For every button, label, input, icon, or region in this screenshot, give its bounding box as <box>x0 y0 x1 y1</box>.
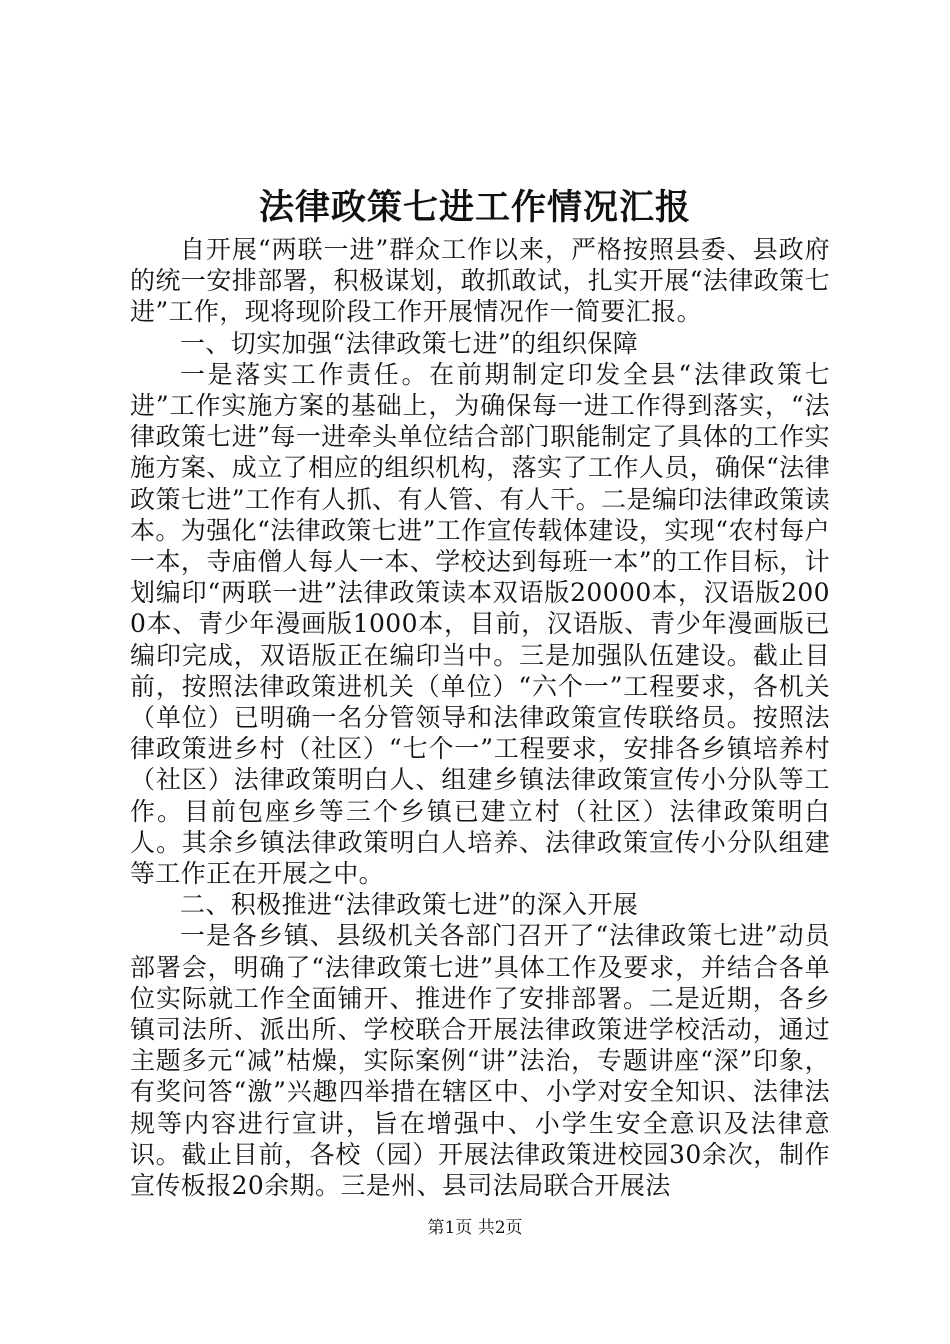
section-heading-1: 一、切实加强“法律政策七进”的组织保障 <box>180 328 639 358</box>
document-body <box>130 234 830 1201</box>
section-1-paragraph: 一是落实工作责任。在前期制定印发全县“法律政策七进”工作实施方案的基础上，为确保每一进工作得到落实，“法律政策七进”每一进牵头单位结合部门职能制定了具体的工作实施方案、成立了相应的组织机构，落实了工作人员，确保“法律政策七进”工作有人抓、有人管、有人干。二是编印法律政策读本。为强化“法律政策七进”工作宣传载体建设，实现“农村每户一本，寺庙僧人每人一本、学校达到每班一本”的工作目标，计划编印“两联一进”法律政策读本双语版20000本，汉语版2000本、青少年漫画版1000本，目前，汉语版、青少年漫画版已编印完成，双语版正在编印当中。三是加强队伍建设。截止目前，按照法律政策进机关（单位）“六个一”工程要求，各机关（单位）已明确一名分管领导和法律政策宣传联络员。按照法律政策进乡村（社区）“七个一”工程要求，安排各乡镇培养村（社区）法律政策明白人、组建乡镇法律政策宣传小分队等工作。目前包座乡等三个乡镇已建立村（社区）法律政策明白人。其余乡镇法律政策明白人培养、法律政策宣传小分队组建等工作正在开展之中。 <box>130 359 830 889</box>
intro-paragraph: 自开展“两联一进”群众工作以来，严格按照县委、县政府的统一安排部署，积极谋划，敢抓敢试，扎实开展“法律政策七进”工作，现将现阶段工作开展情况作一简要汇报。 <box>130 235 830 327</box>
section-2-paragraph: 一是各乡镇、县级机关各部门召开了“法律政策七进”动员部署会，明确了“法律政策七进”具体工作及要求，并结合各单位实际就工作全面铺开、推进作了安排部署。二是近期，各乡镇司法所、派出所、学校联合开展法律政策进学校活动，通过主题多元“减”枯燥，实际案例“讲”法治，专题讲座“深”印象，有奖问答“激”兴趣四举措在辖区中、小学对安全知识、法律法规等内容进行宣讲，旨在增强中、小学生安全意识及法律意识。截止目前，各校（园）开展法律政策进校园30余次，制作宣传板报20余期。三是州、县司法局联合开展法 <box>130 921 830 1201</box>
document-title: 法律政策七进工作情况汇报 <box>258 187 691 228</box>
section-heading-2: 二、积极推进“法律政策七进”的深入开展 <box>180 890 639 920</box>
page-footer: 第1页 共2页 <box>427 1218 523 1238</box>
